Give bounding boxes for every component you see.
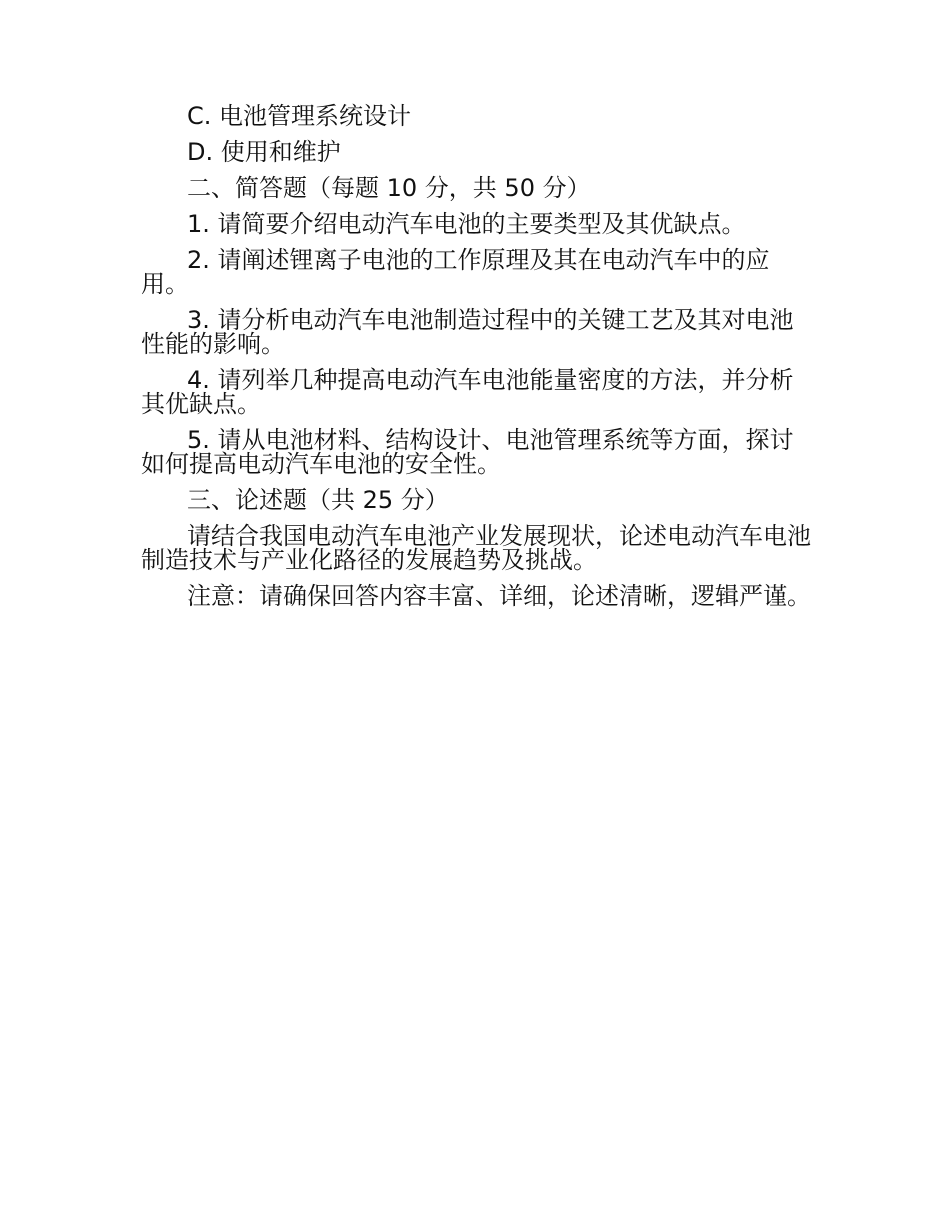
option-d: D. 使用和维护 — [187, 138, 341, 166]
section-heading-short-answer: 二、简答题（每题 10 分，共 50 分） — [187, 174, 591, 202]
question-4: 4. 请列举几种提高电动汽车电池能量密度的方法，并分析其优缺点。 — [141, 366, 794, 418]
question-2: 2. 请阐述锂离子电池的工作原理及其在电动汽车中的应用。 — [141, 246, 770, 298]
section-heading-essay: 三、论述题（共 25 分） — [187, 486, 449, 514]
question-1: 1. 请简要介绍电动汽车电池的主要类型及其优缺点。 — [187, 210, 746, 238]
note: 注意：请确保回答内容丰富、详细，论述清晰，逻辑严谨。 — [187, 582, 811, 610]
document-body — [141, 104, 813, 620]
question-5: 5. 请从电池材料、结构设计、电池管理系统等方面，探讨如何提高电动汽车电池的安全性。 — [141, 426, 794, 478]
question-3: 3. 请分析电动汽车电池制造过程中的关键工艺及其对电池性能的影响。 — [141, 306, 794, 358]
option-c: C. 电池管理系统设计 — [187, 102, 412, 130]
essay-question: 请结合我国电动汽车电池产业发展现状，论述电动汽车电池制造技术与产业化路径的发展趋势及挑战。 — [141, 522, 811, 574]
